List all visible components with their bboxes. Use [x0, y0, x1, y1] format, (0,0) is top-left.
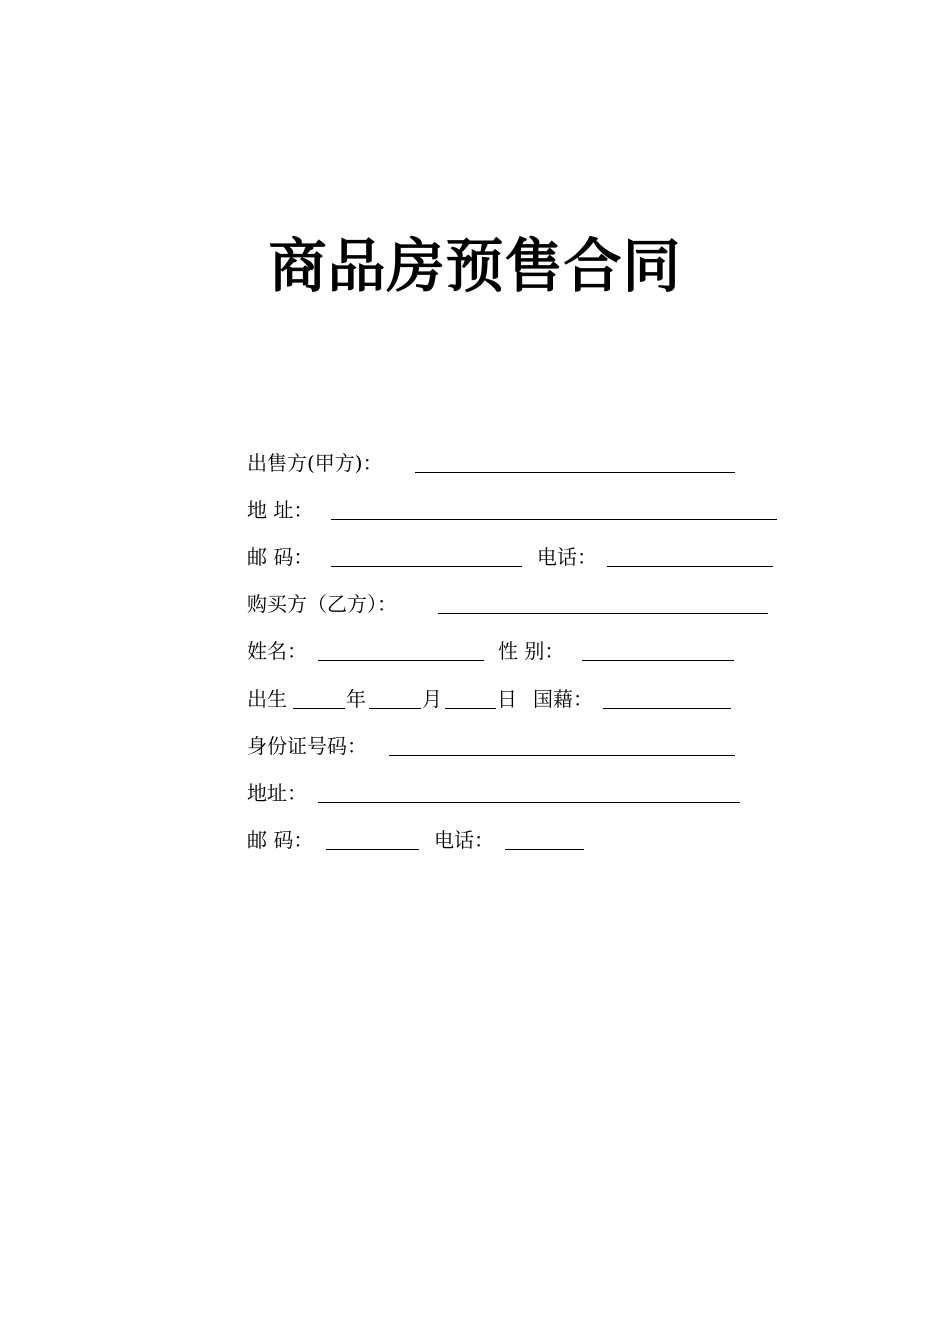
buyer-gender-label: 性 别： [498, 639, 565, 663]
contract-title: 商品房预售合同 [268, 232, 682, 300]
seller-address-row [0, 495, 950, 525]
buyer-id-label: 身份证号码： [247, 734, 367, 758]
birth-month-label: 月 [422, 687, 442, 711]
buyer-contact-row [0, 825, 950, 855]
buyer-id-row [0, 731, 950, 761]
buyer-phone-label: 电话： [434, 828, 494, 852]
buyer-name-field[interactable] [318, 660, 484, 661]
buyer-birth-label: 出生 [247, 687, 287, 711]
buyer-address-field[interactable] [318, 802, 740, 803]
buyer-phone-field[interactable] [505, 849, 584, 850]
buyer-row [0, 589, 950, 619]
seller-address-label: 地 址： [247, 498, 314, 522]
buyer-postcode-field[interactable] [326, 849, 419, 850]
buyer-field[interactable] [438, 613, 768, 614]
seller-row [0, 448, 950, 478]
seller-field[interactable] [415, 472, 735, 473]
seller-contact-row [0, 542, 950, 572]
buyer-address-label: 地址： [247, 781, 307, 805]
buyer-name-label: 姓名： [247, 639, 307, 663]
buyer-postcode-label: 邮 码： [247, 828, 314, 852]
buyer-birth-row [0, 684, 950, 714]
seller-label: 出售方(甲方)： [247, 451, 383, 475]
buyer-nationality-field[interactable] [603, 708, 731, 709]
buyer-label: 购买方（乙方）： [247, 592, 397, 616]
buyer-id-field[interactable] [389, 755, 735, 756]
buyer-address-row [0, 778, 950, 808]
buyer-nationality-label: 国藉： [533, 687, 593, 711]
seller-postcode-field[interactable] [331, 566, 522, 567]
birth-day-label: 日 [497, 687, 517, 711]
buyer-name-row [0, 636, 950, 666]
birth-month-field[interactable] [369, 708, 421, 709]
seller-phone-label: 电话： [537, 545, 597, 569]
seller-phone-field[interactable] [607, 566, 773, 567]
seller-address-field[interactable] [331, 519, 777, 520]
seller-postcode-label: 邮 码： [247, 545, 314, 569]
buyer-gender-field[interactable] [582, 660, 734, 661]
birth-year-field[interactable] [293, 708, 345, 709]
birth-day-field[interactable] [445, 708, 496, 709]
birth-year-label: 年 [346, 687, 366, 711]
